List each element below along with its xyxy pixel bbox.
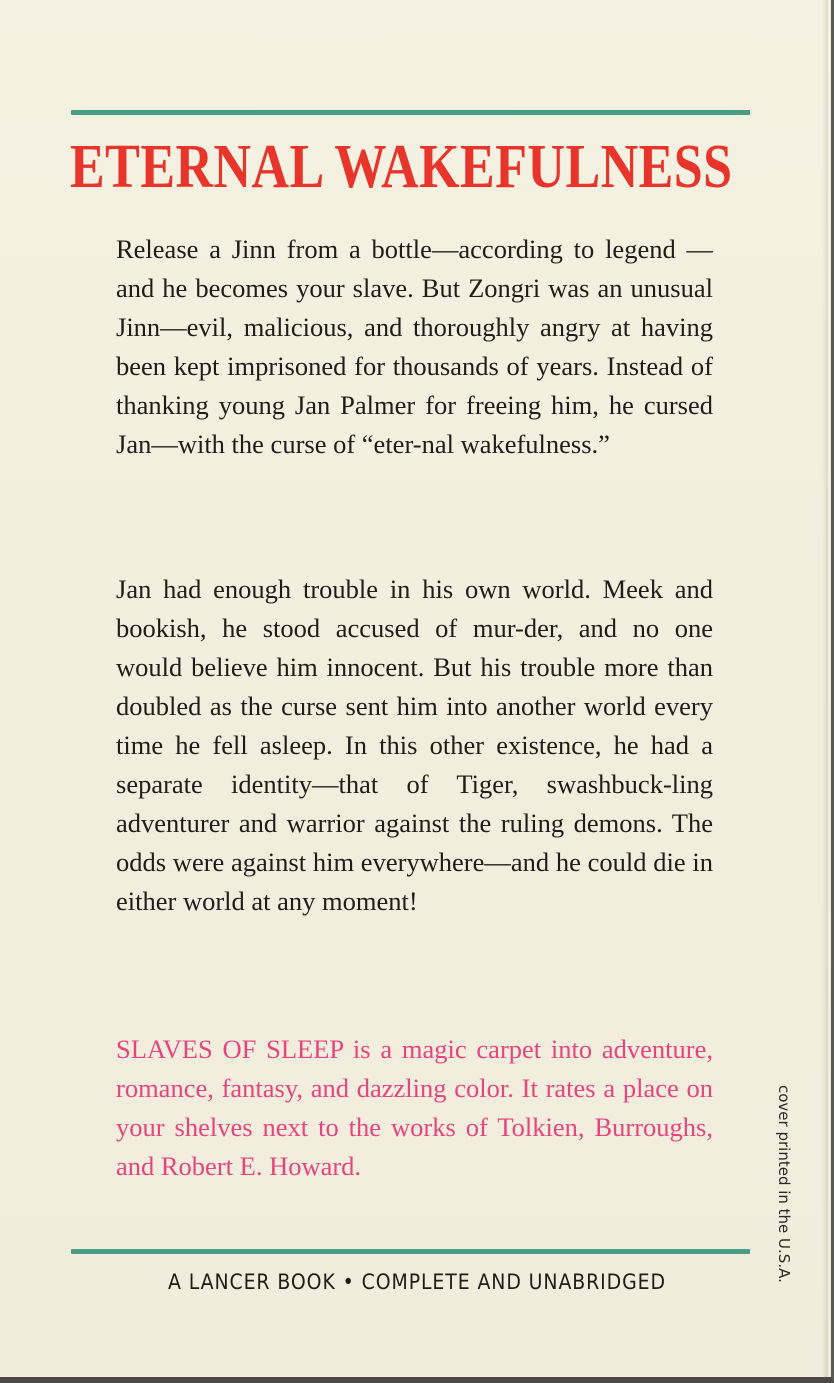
blurb-paragraph-2: Jan had enough trouble in his own world. Meek and bookish, he stood accused of mur-der, and no one would believe him innocent. But his trouble more than doubled as the curse sent him into another world every time he fell asleep. In this other existence, he had a separate identity—that of Tiger, swashbuck-ling adventurer and warrior against the ruling demons. The odds were against him everywhere—and he could die in either world at any moment! [116,574,713,916]
publisher-footer: A LANCER BOOK • COMPLETE AND UNABRIDGED [168,1270,666,1294]
headline: ETERNAL WAKEFULNESS [70,133,733,201]
cover-edge-wear [822,0,828,1377]
promo-paragraph: SLAVES OF SLEEP is a magic carpet into adventure, romance, fantasy, and dazzling color. It rates a place on your shelves next to the works of Tolkien, Burroughs, and Robert E. Howard. [116,1034,713,1181]
bottom-green-rule [71,1249,750,1254]
top-green-rule [71,110,750,115]
print-credit-vertical: cover printed in the U.S.A. [775,1085,793,1283]
blurb-paragraph-1: Release a Jinn from a bottle—according to legend — and he becomes your slave. But Zongri was an unusual Jinn—evil, malicious, and thoroughly angry at having been kept imprisoned for thousands of years. Instead of thanking young Jan Palmer for freeing him, he cursed Jan—with the curse of “eter-nal wakefulness.” [116,234,713,459]
